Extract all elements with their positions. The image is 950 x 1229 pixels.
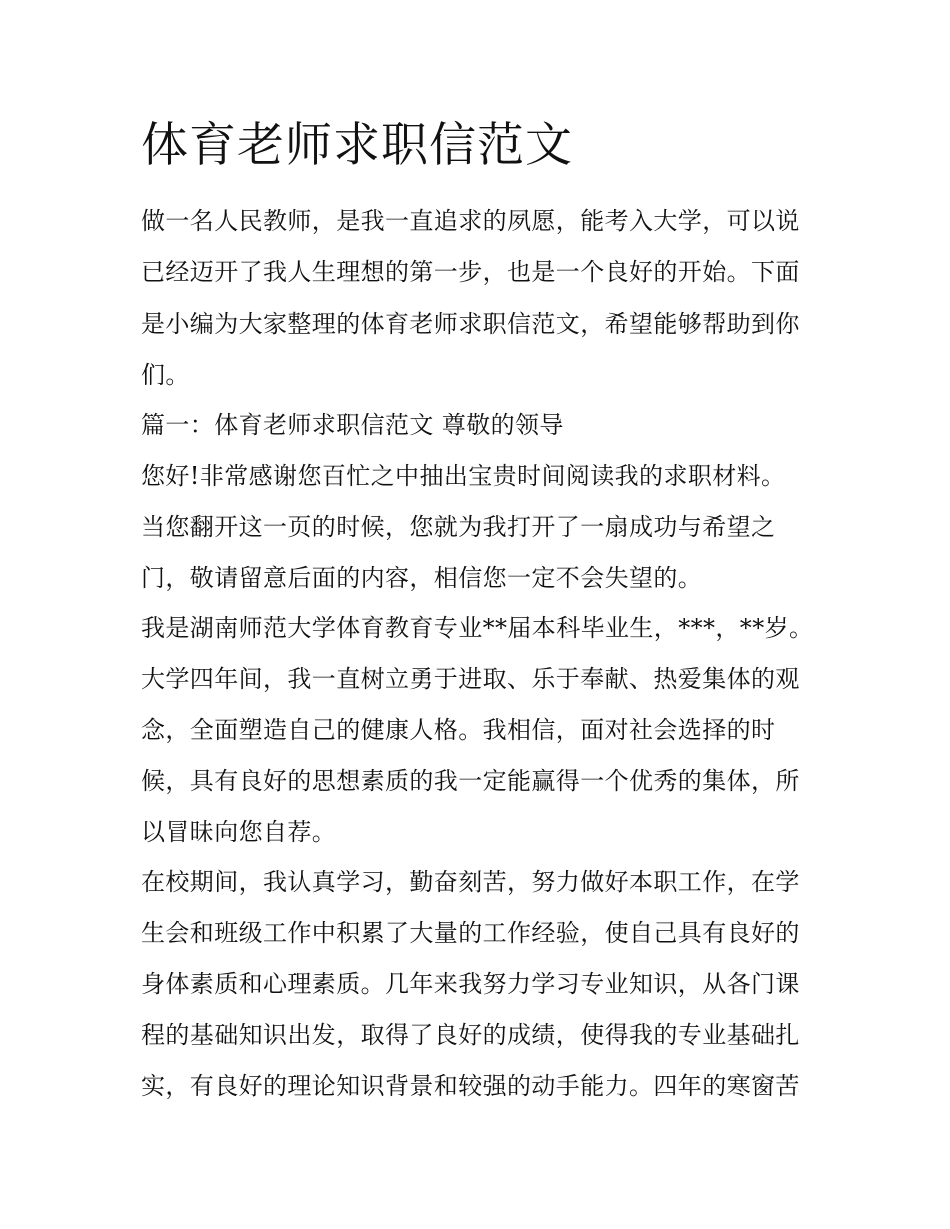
body-line: 们。 xyxy=(141,361,190,389)
body-line: 已经迈开了我人生理想的第一步，也是一个良好的开始。下面 xyxy=(141,258,800,286)
body-line: 门，敬请留意后面的内容，相信您一定不会失望的。 xyxy=(141,564,703,592)
body-line: 在校期间，我认真学习，勤奋刻苦，努力做好本职工作，在学 xyxy=(141,868,800,896)
document-title: 体育老师求职信范文 xyxy=(141,118,573,173)
body-line: 您好!非常感谢您百忙之中抽出宝贵时间阅读我的求职材料。 xyxy=(141,462,786,490)
body-line: 我是湖南师范大学体育教育专业**届本科毕业生，***，**岁。 xyxy=(141,614,814,642)
body-line: 生会和班级工作中积累了大量的工作经验，使自己具有良好的 xyxy=(141,919,800,947)
body-line: 程的基础知识出发，取得了良好的成绩，使得我的专业基础扎 xyxy=(141,1021,800,1049)
body-line: 实，有良好的理论知识背景和较强的动手能力。四年的寒窗苦 xyxy=(141,1072,800,1100)
body-line: 大学四年间，我一直树立勇于进取、乐于奉献、热爱集体的观 xyxy=(141,665,800,693)
body-line: 是小编为大家整理的体育老师求职信范文，希望能够帮助到你 xyxy=(141,310,800,338)
body-line: 念，全面塑造自己的健康人格。我相信，面对社会选择的时 xyxy=(141,716,776,744)
body-line: 身体素质和心理素质。几年来我努力学习专业知识，从各门课 xyxy=(141,970,800,998)
section-heading: 篇一：体育老师求职信范文 尊敬的领导 xyxy=(141,411,564,439)
body-line: 做一名人民教师，是我一直追求的夙愿，能考入大学，可以说 xyxy=(141,207,800,235)
body-line: 候，具有良好的思想素质的我一定能赢得一个优秀的集体，所 xyxy=(141,767,800,795)
body-line: 当您翻开这一页的时候，您就为我打开了一扇成功与希望之 xyxy=(141,513,776,541)
body-line: 以冒昧向您自荐。 xyxy=(141,818,337,846)
